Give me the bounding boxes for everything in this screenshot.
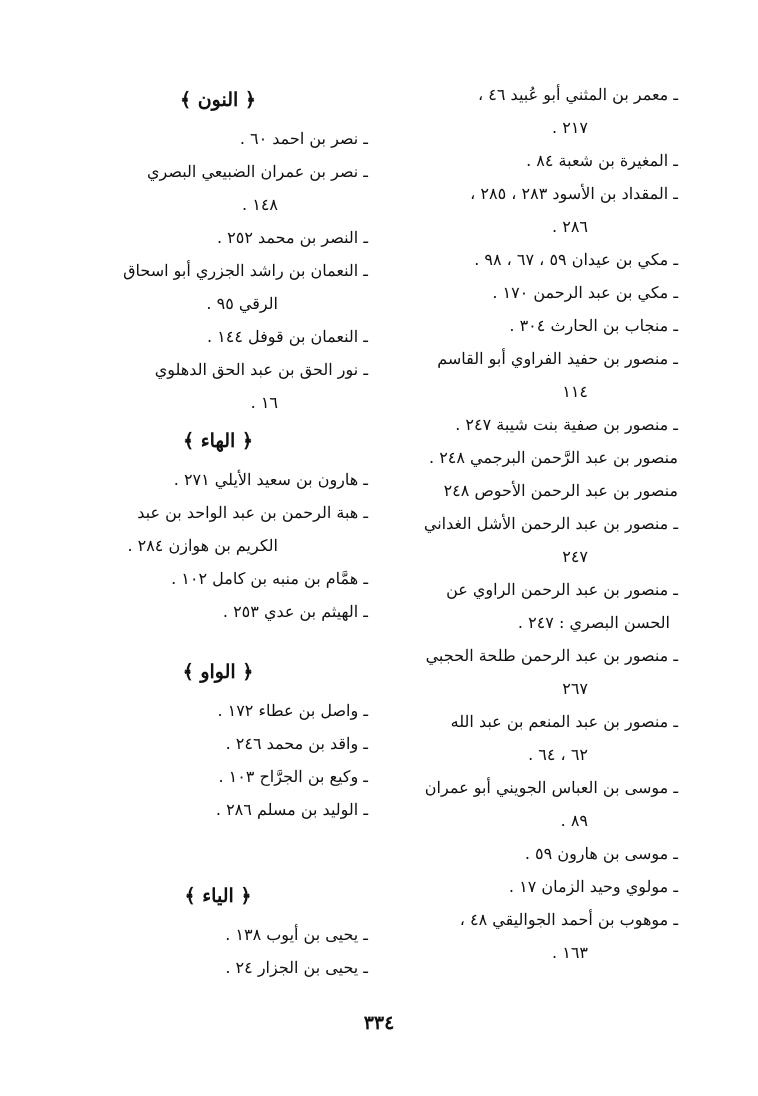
index-entry-continuation: ٢٨٦ . [552, 217, 588, 236]
ornament-close: ﴾ [184, 885, 196, 907]
ornament-close: ﴾ [182, 661, 194, 683]
index-entry: ـ يحيى بن أيوب ١٣٨ . [225, 925, 368, 944]
index-entry: ـ هبة الرحمن بن عبد الواحد بن عبد [137, 503, 368, 522]
index-entry: ـ موسى بن هارون ٥٩ . [524, 844, 678, 863]
index-entry: ـ نور الحق بن عبد الحق الدهلوي [154, 360, 368, 379]
right-column [378, 78, 678, 969]
index-entry: ـ المغيرة بن شعبة ٨٤ . [526, 151, 678, 170]
section-heading-text: الواو [200, 661, 236, 683]
index-entry: منصور بن عبد الرحمن الأحوص ٢٤٨ [443, 481, 678, 500]
ornament-open: ﴿ [242, 661, 254, 683]
spacer [68, 826, 368, 874]
index-entry: ـ مكي بن عيدان ٥٩ ، ٦٧ ، ٩٨ . [474, 250, 678, 269]
index-entry: ـ النعمان بن راشد الجزري أبو اسحاق [123, 261, 368, 280]
index-entry: ـ يحيى بن الجزار ٢٤ . [225, 958, 368, 977]
index-entry: ـ هارون بن سعيد الأيلي ٢٧١ . [173, 470, 368, 489]
index-entry: منصور بن عبد الرَّحمن البرجمي ٢٤٨ . [429, 448, 678, 467]
index-entry-continuation: ١٦٣ . [552, 943, 588, 962]
page-number: ٣٣٤ [363, 1012, 395, 1034]
index-entry: ـ النصر بن محمد ٢٥٢ . [216, 228, 368, 247]
index-entry: ـ موهوب بن أحمد الجواليقي ٤٨ ، [459, 910, 678, 929]
index-entry-continuation: الكريم بن هوازن ٢٨٤ . [127, 536, 278, 555]
index-entry: ـ النعمان بن قوفل ١٤٤ . [206, 327, 368, 346]
ornament-open: ﴿ [244, 89, 257, 111]
ornament-open: ﴿ [241, 430, 254, 452]
index-entry: ـ منجاب بن الحارث ٣٠٤ . [509, 316, 678, 335]
section-heading-waw [68, 650, 368, 694]
index-entry: ـ منصور بن حفيد الفراوي أبو القاسم [437, 349, 678, 368]
ornament-open: ﴿ [240, 885, 252, 907]
index-entry: ـ نصر بن عمران الضبيعي البصري [146, 162, 368, 181]
ornament-close: ﴾ [179, 89, 192, 111]
index-entry: ـ مكي بن عبد الرحمن ١٧٠ . [492, 283, 678, 302]
index-entry-continuation: ٢١٧ . [552, 118, 588, 137]
section-heading-text: الهاء [200, 430, 236, 452]
index-entry: ـ الوليد بن مسلم ٢٨٦ . [215, 800, 368, 819]
section-heading-noon [68, 78, 368, 122]
index-entry: ـ منصور بن عبد الرحمن الراوي عن [446, 580, 678, 599]
section-heading-yaa [68, 874, 368, 918]
section-heading-haa [68, 419, 368, 463]
section-heading-text: الياء [202, 885, 234, 907]
index-entry: ـ مولوي وحيد الزمان ١٧ . [508, 877, 678, 896]
index-entry: ـ موسى بن العباس الجويني أبو عمران [424, 778, 678, 797]
index-entry: ـ الهيثم بن عدي ٢٥٣ . [222, 602, 368, 621]
index-entry: ـ منصور بن عبد الرحمن طلحة الحجبي [425, 646, 678, 665]
index-entry: ـ نصر بن احمد ٦٠ . [239, 129, 368, 148]
index-entry-continuation: ١٦ . [250, 393, 278, 412]
index-entry-continuation: ٢٤٧ [562, 547, 588, 566]
index-entry-continuation: الحسن البصري : ٢٤٧ . [517, 613, 670, 632]
ornament-close: ﴾ [182, 430, 195, 452]
spacer [68, 628, 368, 650]
index-entry: ـ المقداد بن الأسود ٢٨٣ ، ٢٨٥ ، [470, 184, 678, 203]
index-entry: ـ معمر بن المثني أبو عُبيد ٤٦ ، [478, 85, 678, 104]
index-entry: ـ منصور بن عبد الرحمن الأشل الغداني [423, 514, 678, 533]
index-entry: ـ همَّام بن منبه بن كامل ١٠٢ . [171, 569, 368, 588]
index-entry: ـ منصور بن عبد المنعم بن عبد الله [450, 712, 678, 731]
index-entry-continuation: ٦٢ ، ٦٤ . [528, 745, 588, 764]
index-entry-continuation: ١٤٨ . [242, 195, 278, 214]
index-entry: ـ منصور بن صفية بنت شيبة ٢٤٧ . [455, 415, 678, 434]
index-entry-continuation: الرقي ٩٥ . [206, 294, 278, 313]
section-heading-text: النون [197, 89, 239, 111]
index-entry-continuation: ١١٤ [562, 382, 588, 401]
index-entry-continuation: ٨٩ . [560, 811, 588, 830]
index-entry: ـ واقد بن محمد ٢٤٦ . [225, 734, 368, 753]
left-column [68, 78, 368, 984]
index-entry: ـ واصل بن عطاء ١٧٢ . [217, 701, 368, 720]
index-entry: ـ وكيع بن الجرَّاح ١٠٣ . [218, 767, 368, 786]
index-entry-continuation: ٢٦٧ [562, 679, 588, 698]
